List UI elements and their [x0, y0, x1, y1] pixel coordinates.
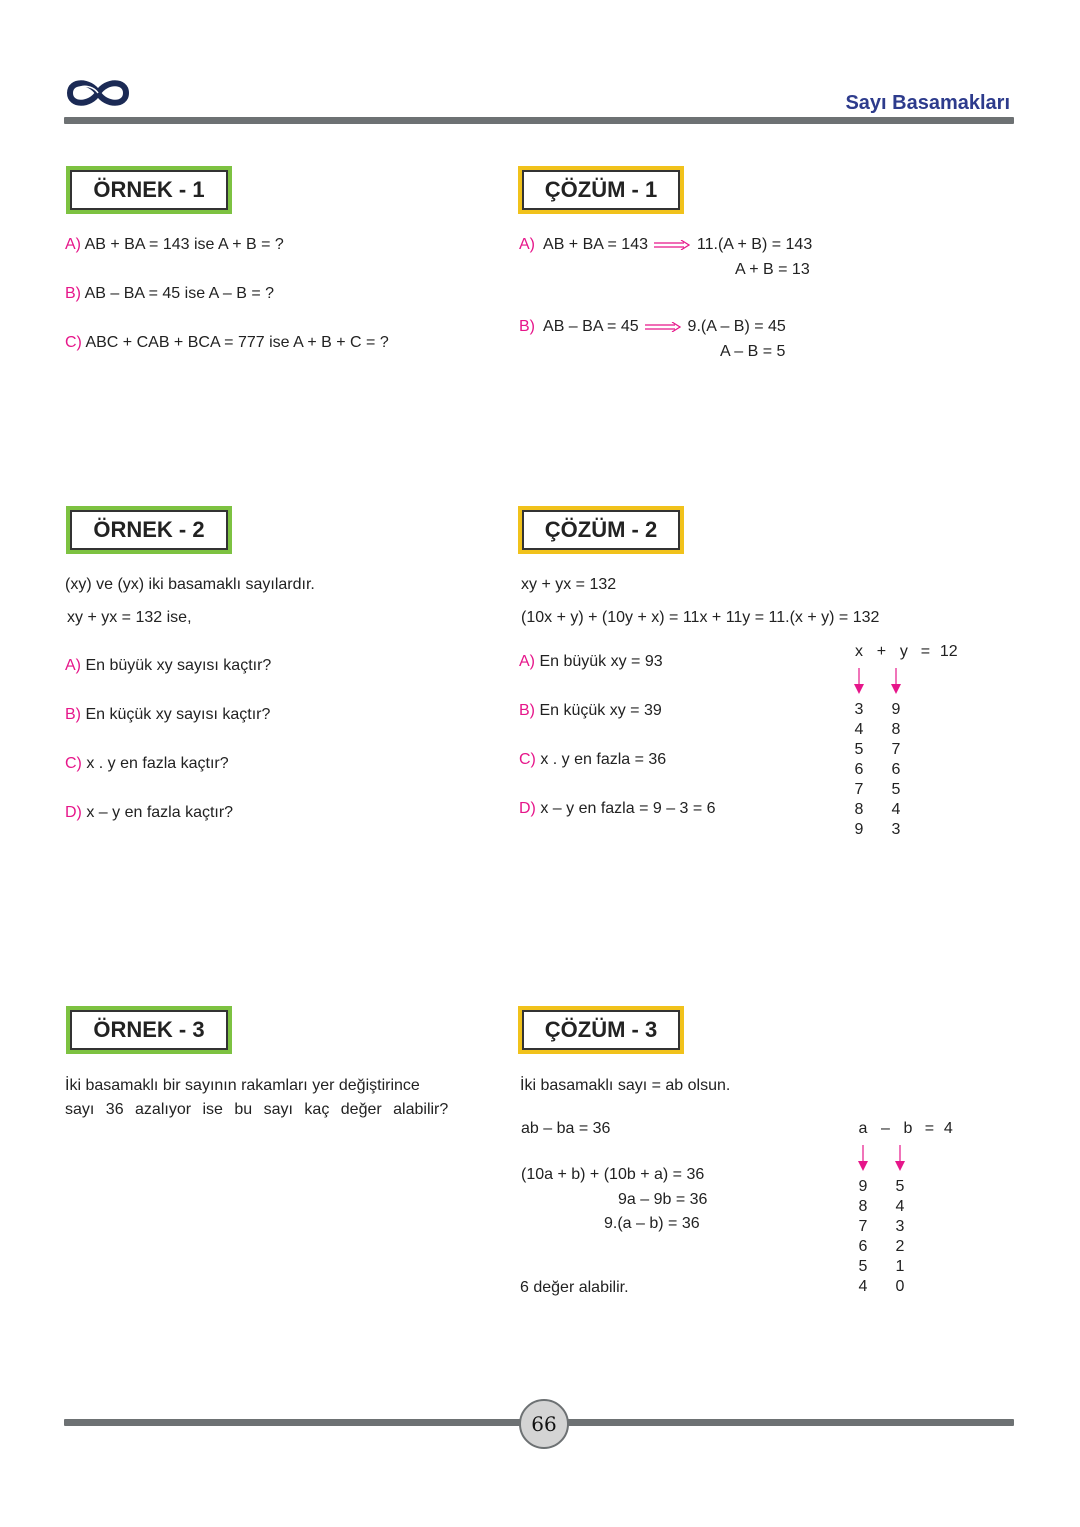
solution-1-label: ÇÖZÜM - 1	[522, 170, 680, 210]
solution-1-b-line: B) AB – BA = 45 9.(A – B) = 45	[519, 318, 786, 335]
solution-3-table-column-b	[893, 1179, 907, 1299]
example-2-line-2: xy + yx = 132 ise,	[67, 609, 192, 626]
table-cell: 4	[891, 801, 901, 818]
solution-3-line-4: 9a – 9b = 36	[618, 1191, 708, 1208]
table-cell: 1	[895, 1258, 905, 1275]
down-arrow-icon	[856, 1145, 870, 1171]
solution-2-label: ÇÖZÜM - 2	[522, 510, 680, 550]
example-1-item-b: B) AB – BA = 45 ise A – B = ?	[65, 285, 275, 302]
solution-3-table-header: a – b = 4	[858, 1120, 953, 1137]
table-cell: 5	[858, 1258, 868, 1275]
table-cell: 3	[854, 701, 864, 718]
example-2-line-1: (xy) ve (yx) iki basamaklı sayılardır.	[65, 576, 315, 593]
table-cell: 7	[891, 741, 901, 758]
solution-2-item-d: D) x – y en fazla = 9 – 3 = 6	[519, 800, 716, 817]
table-cell: 4	[858, 1278, 868, 1295]
table-cell: 5	[891, 781, 901, 798]
infinity-logo-icon	[64, 74, 132, 112]
table-cell: 4	[895, 1198, 905, 1215]
solution-2-line-2: (10x + y) + (10y + x) = 11x + 11y = 11.(x + y) = 132	[521, 609, 880, 626]
solution-1-b-result: A – B = 5	[720, 343, 786, 360]
solution-2-item-b: B) En küçük xy = 39	[519, 702, 662, 719]
solution-3-line-1: İki basamaklı sayı = ab olsun.	[520, 1077, 731, 1094]
page-number: 66	[519, 1399, 569, 1449]
solution-3-line-3: (10a + b) + (10b + a) = 36	[521, 1166, 705, 1183]
solution-3-line-2: ab – ba = 36	[521, 1120, 611, 1137]
table-cell: 8	[858, 1198, 868, 1215]
table-cell: 6	[891, 761, 901, 778]
solution-3-line-5: 9.(a – b) = 36	[604, 1215, 700, 1232]
table-cell: 6	[854, 761, 864, 778]
table-cell: 9	[854, 821, 864, 838]
down-arrow-icon	[852, 668, 866, 694]
example-3-line-1: İki basamaklı bir sayının rakamları yer değiştirince	[65, 1077, 420, 1094]
table-cell: 6	[858, 1238, 868, 1255]
solution-2-table-header: x + y = 12	[855, 643, 958, 660]
table-cell: 8	[854, 801, 864, 818]
solution-1-a-line: A) AB + BA = 143 11.(A + B) = 143	[519, 236, 813, 253]
table-cell: 5	[895, 1178, 905, 1195]
example-1-item-c: C) ABC + CAB + BCA = 777 ise A + B + C = ?	[65, 334, 389, 351]
solution-2-table-column-x	[852, 702, 866, 842]
solution-2-item-c: C) x . y en fazla = 36	[519, 751, 667, 768]
table-cell: 7	[854, 781, 864, 798]
solution-2-table-column-y	[889, 702, 903, 842]
table-cell: 9	[858, 1178, 868, 1195]
solution-3-line-6: 6 değer alabilir.	[520, 1279, 629, 1296]
table-cell: 7	[858, 1218, 868, 1235]
table-cell: 2	[895, 1238, 905, 1255]
table-cell: 8	[891, 721, 901, 738]
table-cell: 3	[891, 821, 901, 838]
down-arrow-icon	[893, 1145, 907, 1171]
table-cell: 0	[895, 1278, 905, 1295]
example-1-label: ÖRNEK - 1	[70, 170, 228, 210]
example-3-label: ÖRNEK - 3	[70, 1010, 228, 1050]
down-arrow-icon	[889, 668, 903, 694]
solution-1-a-result: A + B = 13	[735, 261, 810, 278]
example-2-item-b: B) En küçük xy sayısı kaçtır?	[65, 706, 271, 723]
example-3-line-2: sayı 36 azalıyor ise bu sayı kaç değer alabilir?	[65, 1101, 449, 1118]
example-1-item-a: A) AB + BA = 143 ise A + B = ?	[65, 236, 284, 253]
solution-2-item-a: A) En büyük xy = 93	[519, 653, 663, 670]
implies-arrow-icon	[645, 322, 681, 332]
header-title: Sayı Basamakları	[845, 92, 1010, 114]
example-2-item-a: A) En büyük xy sayısı kaçtır?	[65, 657, 272, 674]
implies-arrow-icon	[654, 240, 690, 250]
example-2-item-c: C) x . y en fazla kaçtır?	[65, 755, 229, 772]
header-divider	[64, 117, 1014, 124]
solution-2-line-1: xy + yx = 132	[521, 576, 617, 593]
solution-3-table-column-a	[856, 1179, 870, 1299]
example-2-label: ÖRNEK - 2	[70, 510, 228, 550]
table-cell: 3	[895, 1218, 905, 1235]
table-cell: 5	[854, 741, 864, 758]
table-cell: 9	[891, 701, 901, 718]
solution-3-label: ÇÖZÜM - 3	[522, 1010, 680, 1050]
table-cell: 4	[854, 721, 864, 738]
example-2-item-d: D) x – y en fazla kaçtır?	[65, 804, 234, 821]
